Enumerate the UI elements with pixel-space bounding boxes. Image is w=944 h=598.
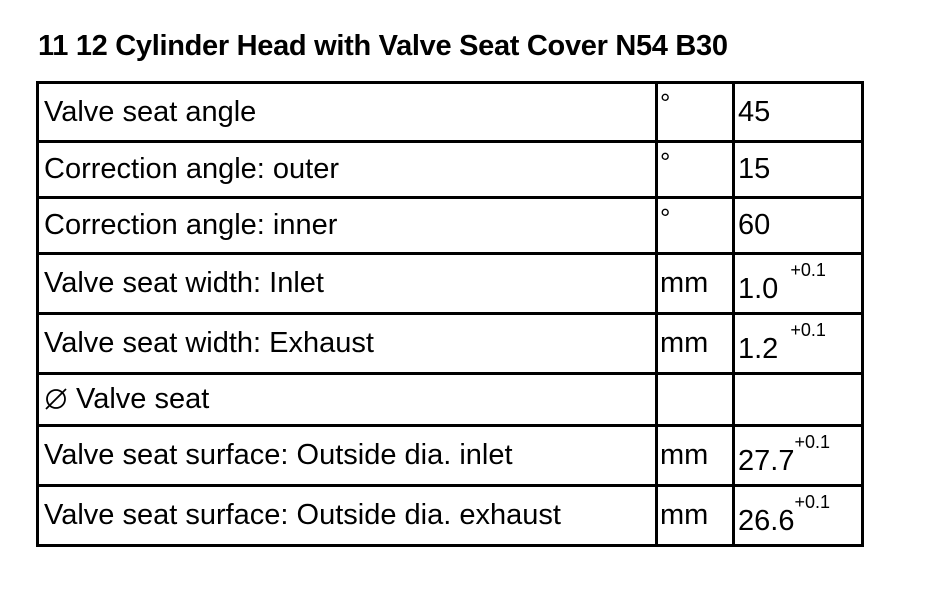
row-label: Correction angle: outer bbox=[38, 142, 657, 198]
specification-table bbox=[36, 81, 864, 547]
row-value: 27.7 bbox=[738, 445, 795, 477]
row-value: 45 bbox=[734, 83, 863, 142]
row-label: Valve seat bbox=[76, 383, 210, 415]
table-row bbox=[38, 83, 863, 142]
row-value: 1.0 bbox=[738, 273, 779, 305]
row-value-cell bbox=[734, 254, 863, 314]
row-tolerance: +0.1 bbox=[794, 432, 830, 452]
row-unit: mm bbox=[657, 254, 734, 314]
row-unit: mm bbox=[657, 426, 734, 486]
row-unit: mm bbox=[657, 486, 734, 546]
row-value-cell bbox=[734, 426, 863, 486]
row-tolerance: +0.1 bbox=[794, 492, 830, 512]
row-label: Valve seat width: Exhaust bbox=[38, 314, 657, 374]
row-unit: mm bbox=[657, 314, 734, 374]
row-value-cell bbox=[734, 314, 863, 374]
row-label: Valve seat surface: Outside dia. exhaust bbox=[38, 486, 657, 546]
table-row bbox=[38, 142, 863, 198]
row-unit: ° bbox=[657, 198, 734, 254]
row-label: Valve seat angle bbox=[38, 83, 657, 142]
row-tolerance: +0.1 bbox=[790, 260, 826, 280]
row-value: 15 bbox=[734, 142, 863, 198]
row-unit bbox=[657, 374, 734, 426]
page-title: 11 12 Cylinder Head with Valve Seat Cover N54 B30 bbox=[38, 30, 728, 62]
row-value: 60 bbox=[734, 198, 863, 254]
row-value: 1.2 bbox=[738, 333, 779, 365]
table-row bbox=[38, 374, 863, 426]
table-row bbox=[38, 486, 863, 546]
row-value-cell bbox=[734, 486, 863, 546]
diameter-icon bbox=[44, 387, 68, 411]
table-row bbox=[38, 426, 863, 486]
row-label: Valve seat surface: Outside dia. inlet bbox=[38, 426, 657, 486]
table-row bbox=[38, 254, 863, 314]
row-tolerance: +0.1 bbox=[790, 320, 826, 340]
row-label: Correction angle: inner bbox=[38, 198, 657, 254]
row-label: Valve seat width: Inlet bbox=[38, 254, 657, 314]
row-unit: ° bbox=[657, 142, 734, 198]
row-value bbox=[734, 374, 863, 426]
table-row bbox=[38, 198, 863, 254]
table-row bbox=[38, 314, 863, 374]
row-label-cell bbox=[38, 374, 657, 426]
row-unit: ° bbox=[657, 83, 734, 142]
row-value: 26.6 bbox=[738, 505, 795, 537]
